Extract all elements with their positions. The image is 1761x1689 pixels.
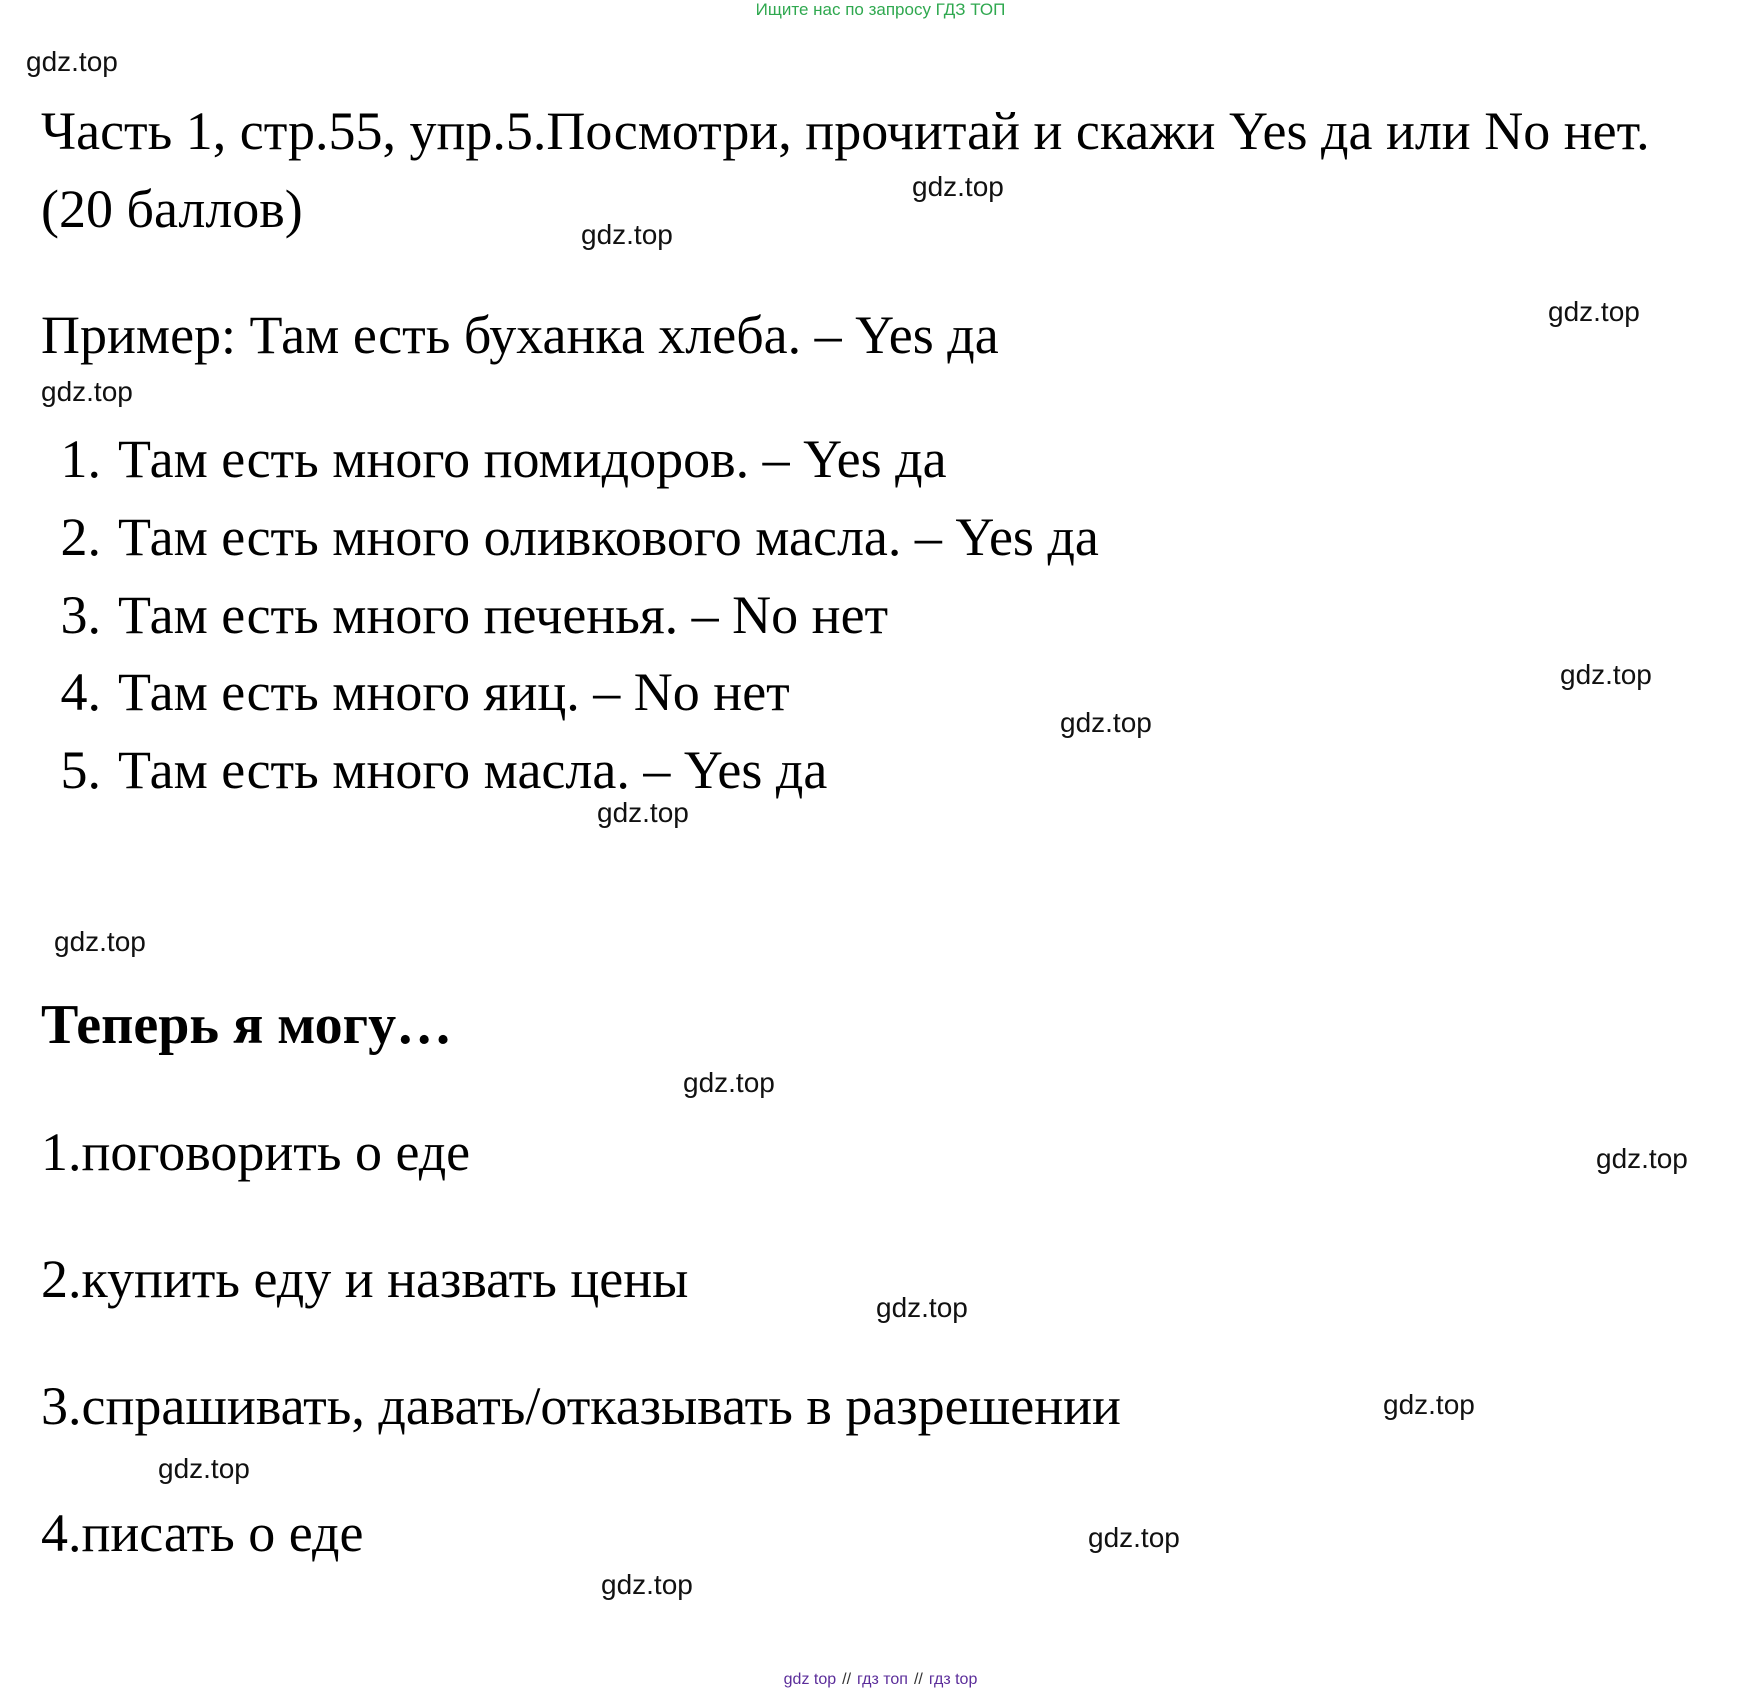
answer-number: 4. bbox=[60, 662, 101, 722]
watermark: gdz.top bbox=[158, 1453, 250, 1484]
footer-links bbox=[0, 1671, 1761, 1689]
watermark: gdz.top bbox=[683, 1067, 775, 1098]
top-banner: Ищите нас по запросу ГДЗ ТОП bbox=[755, 0, 1006, 19]
answer-text: Там есть много помидоров. – Yes да bbox=[118, 429, 947, 489]
answer-text: Там есть много масла. – Yes да bbox=[118, 740, 828, 800]
answer-number: 2. bbox=[60, 507, 101, 567]
skill-item: 1.поговорить о еде bbox=[41, 1122, 471, 1182]
answer-item bbox=[41, 426, 1241, 492]
watermark: gdz.top bbox=[1060, 707, 1152, 738]
watermark: gdz.top bbox=[912, 171, 1004, 202]
answer-text: Там есть много оливкового масла. – Yes да bbox=[118, 507, 1099, 567]
watermark: gdz.top bbox=[597, 797, 689, 828]
watermark: gdz.top bbox=[581, 219, 673, 250]
answer-number: 3. bbox=[60, 585, 101, 645]
footer-link[interactable]: гдз топ bbox=[857, 1671, 908, 1688]
answer-item bbox=[41, 504, 1241, 570]
footer-link[interactable]: гдз top bbox=[928, 1671, 978, 1688]
skill-item: 4.писать о еде bbox=[41, 1503, 364, 1563]
watermark: gdz.top bbox=[41, 376, 133, 407]
answer-number: 1. bbox=[60, 429, 101, 489]
watermark: gdz.top bbox=[601, 1569, 693, 1600]
task-heading: Часть 1, стр.55, упр.5.Посмотри, прочитай и скажи Yes да или No нет. (20 баллов) bbox=[41, 101, 1650, 239]
answer-item bbox=[41, 737, 1241, 803]
watermark: gdz.top bbox=[1560, 659, 1652, 690]
answer-text: Там есть много печенья. – No нет bbox=[118, 585, 889, 645]
footer-separator: // bbox=[842, 1671, 852, 1688]
watermark: gdz.top bbox=[1383, 1389, 1475, 1420]
footer-link[interactable]: gdz top bbox=[783, 1671, 837, 1688]
example-line: Пример: Там есть буханка хлеба. – Yes да bbox=[41, 305, 999, 365]
answer-text: Там есть много яиц. – No нет bbox=[118, 662, 790, 722]
watermark: gdz.top bbox=[1088, 1522, 1180, 1553]
watermark: gdz.top bbox=[876, 1292, 968, 1323]
footer-separator: // bbox=[913, 1671, 923, 1688]
watermark: gdz.top bbox=[54, 926, 146, 957]
watermark: gdz.top bbox=[26, 46, 118, 77]
watermark: gdz.top bbox=[1596, 1143, 1688, 1174]
answer-item bbox=[41, 582, 1241, 648]
section-title: Теперь я могу… bbox=[41, 994, 453, 1056]
watermark: gdz.top bbox=[1548, 296, 1640, 327]
skill-item: 2.купить еду и назвать цены bbox=[41, 1249, 689, 1309]
skill-item: 3.спрашивать, давать/отказывать в разрешении bbox=[41, 1376, 1121, 1436]
answer-number: 5. bbox=[60, 740, 101, 800]
